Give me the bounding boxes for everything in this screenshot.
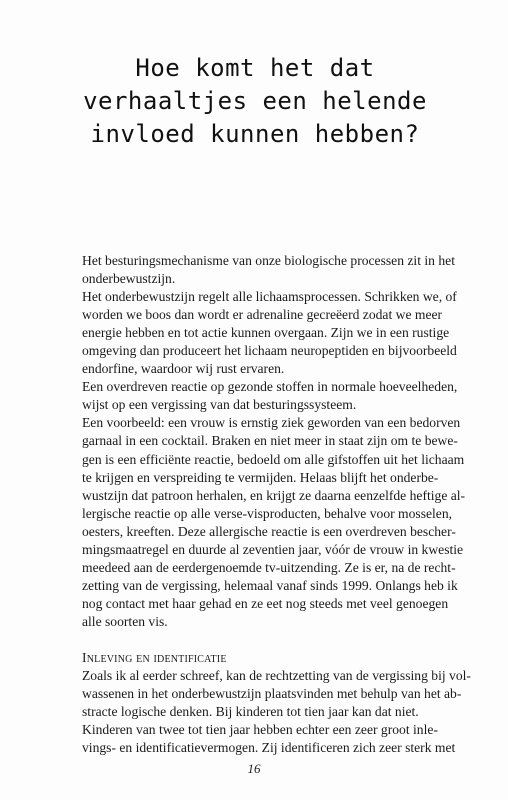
section-paragraph (82, 667, 471, 757)
title-line: Hoe komt het dat (135, 54, 375, 82)
title-line: invloed kunnen hebben? (90, 120, 420, 148)
text-line: meedeed aan de eerdergenoemde tv-uitzending. Ze is er, na de recht- (82, 559, 456, 575)
text-line: oesters, kreeften. Deze allergische reactie is een overdreven bescher- (82, 523, 456, 539)
text-line: wustzijn dat patroon herhalen, en krijgt ze daarna eenzelfde heftige al- (82, 487, 466, 503)
page-number: 16 (247, 761, 261, 776)
text-line: vings- en identificatievermogen. Zij identificeren zich zeer sterk met (82, 740, 456, 756)
section-heading: Inleving en identificatie (82, 649, 227, 665)
text-line: Het onderbewustzijn regelt alle lichaamsprocessen. Schrikken we, of (82, 289, 457, 305)
text-line: wassenen in het onderbewustzijn plaatsvinden met behulp van het ab- (82, 686, 462, 702)
paragraph-block (82, 252, 466, 631)
text-line: nog contact met haar gehad en ze eet nog steeds met veel genoegen (82, 595, 449, 611)
chapter-title (40, 52, 470, 151)
text-line: Het besturingsmechanisme van onze biologische processen zit in het (82, 253, 455, 268)
text-line: worden we boos dan wordt er adrenaline gecreëerd zodat we meer (82, 307, 443, 323)
text-line: Een voorbeeld: een vrouw is ernstig ziek geworden van een bedorven (82, 415, 461, 431)
text-line: energie hebben en tot actie kunnen overgaan. Zijn we in een rustige (82, 325, 450, 341)
title-line: verhaaltjes een helende (83, 87, 427, 115)
text-line: alle soorten vis. (82, 613, 168, 629)
section-gap (82, 631, 430, 649)
text-line: lergische reactie op alle verse-visproducten, behalve voor mosselen, (82, 505, 453, 521)
text-line: wijst op een vergissing van dat besturingssysteem. (82, 397, 357, 413)
text-line: zetting van de vergissing, helemaal vanaf sinds 1999. Onlangs heb ik (82, 577, 458, 593)
text-line: onderbewustzijn. (82, 271, 176, 287)
text-line: omgeving dan produceert het lichaam neuropeptiden en bijvoorbeeld (82, 343, 457, 359)
text-line: Kinderen van twee tot tien jaar hebben echter een zeer groot inle- (82, 722, 438, 738)
text-line: mingsmaatregel en duurde al zeventien jaar, vóór de vrouw in kwestie (82, 541, 464, 557)
text-line: garnaal in een cocktail. Braken en niet meer in staat zijn om te bewe- (82, 433, 458, 449)
text-line: Een overdreven reactie op gezonde stoffen in normale hoeveelheden, (82, 379, 458, 395)
text-line: te krijgen en verspreiding te vermijden. Helaas blijft het onderbe- (82, 469, 439, 485)
body-text (82, 252, 471, 757)
text-line: gen is een efficiënte reactie, bedoeld om alle gifstoffen uit het lichaam (82, 451, 465, 467)
text-line: Zoals ik al eerder schreef, kan de rechtzetting van de vergissing bij vol- (82, 668, 471, 684)
text-line: stracte logische denken. Bij kinderen tot tien jaar kan dat niet. (82, 704, 419, 720)
text-line: endorfine, waardoor wij rust ervaren. (82, 361, 285, 377)
